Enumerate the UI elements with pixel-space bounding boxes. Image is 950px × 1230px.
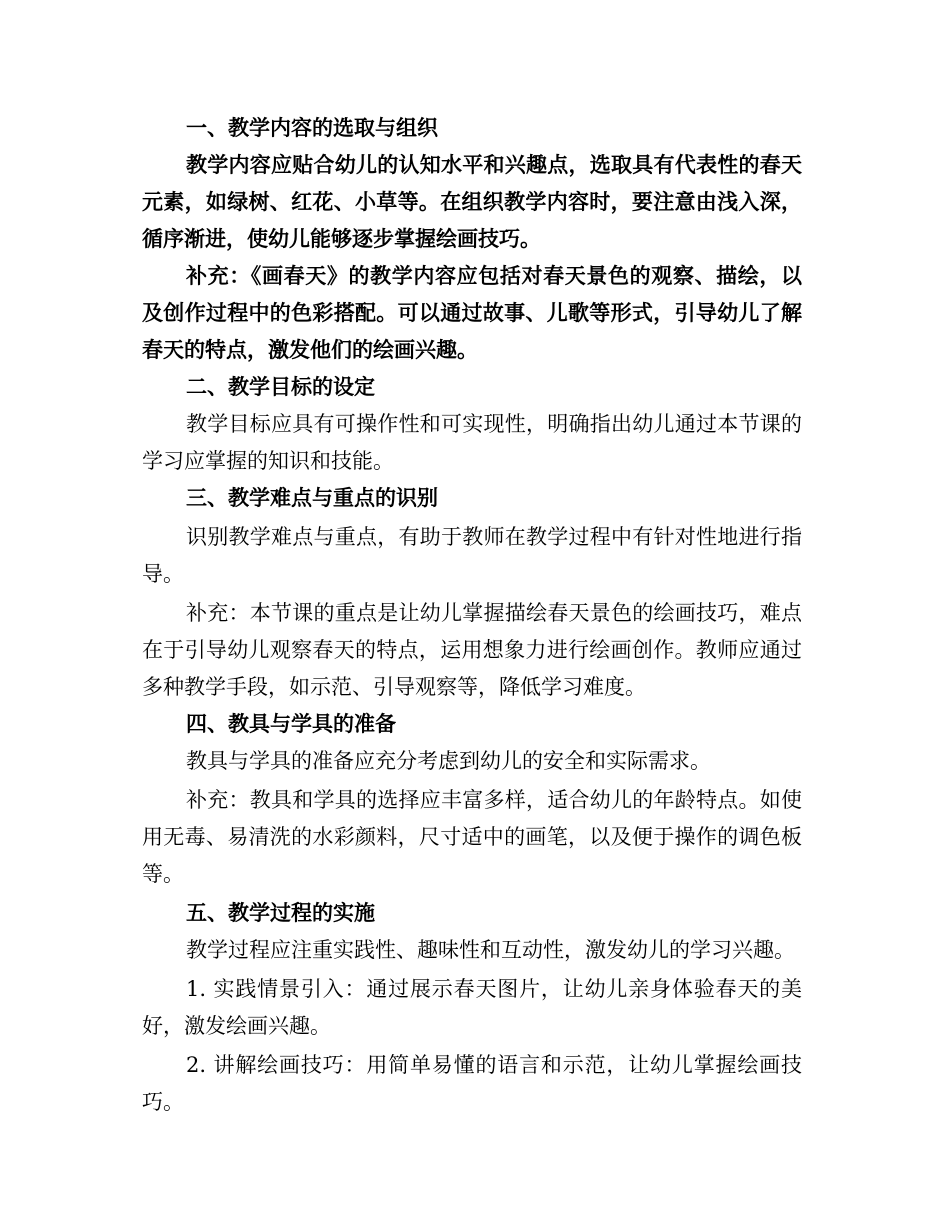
section-heading-2: 二、教学目标的设定 — [186, 375, 375, 399]
paragraph-supplement-3: 补充：教具和学具的选择应丰富多样，适合幼儿的年龄特点。如使用无毒、易清洗的水彩颜料，尺寸适中的画笔，以及便于操作的调色板等。 — [142, 788, 802, 886]
paragraph-process: 教学过程应注重实践性、趣味性和互动性，激发幼儿的学习兴趣。 — [186, 938, 795, 962]
paragraph-supplement-1: 补充：《画春天》的教学内容应包括对春天景色的观察、描绘，以及创作过程中的色彩搭配。可以通过故事、儿歌等形式，引导幼儿了解春天的特点，激发他们的绘画兴趣。 — [142, 264, 802, 362]
paragraph-goals: 教学目标应具有可操作性和可实现性，明确指出幼儿通过本节课的学习应掌握的知识和技能。 — [142, 412, 802, 473]
paragraph-content-selection: 教学内容应贴合幼儿的认知水平和兴趣点，选取具有代表性的春天元素，如绿树、红花、小草等。在组织教学内容时，要注意由浅入深，循序渐进，使幼儿能够逐步掌握绘画技巧。 — [142, 153, 802, 251]
document-body — [142, 110, 802, 1121]
list-item-2: 2. 讲解绘画技巧：用简单易懂的语言和示范，让幼儿掌握绘画技巧。 — [142, 1053, 802, 1114]
section-heading-4: 四、教具与学具的准备 — [186, 712, 396, 736]
paragraph-difficulty: 识别教学难点与重点，有助于教师在教学过程中有针对性地进行指导。 — [142, 525, 802, 586]
section-heading-1: 一、教学内容的选取与组织 — [186, 116, 438, 140]
section-heading-5: 五、教学过程的实施 — [186, 901, 375, 925]
section-heading-3: 三、教学难点与重点的识别 — [186, 486, 438, 510]
paragraph-materials: 教具与学具的准备应充分考虑到幼儿的安全和实际需求。 — [186, 749, 711, 773]
paragraph-supplement-2: 补充：本节课的重点是让幼儿掌握描绘春天景色的绘画技巧，难点在于引导幼儿观察春天的特点，运用想象力进行绘画创作。教师应通过多种教学手段，如示范、引导观察等，降低学习难度。 — [142, 601, 802, 699]
list-item-1: 1. 实践情景引入：通过展示春天图片，让幼儿亲身体验春天的美好，激发绘画兴趣。 — [142, 977, 802, 1038]
